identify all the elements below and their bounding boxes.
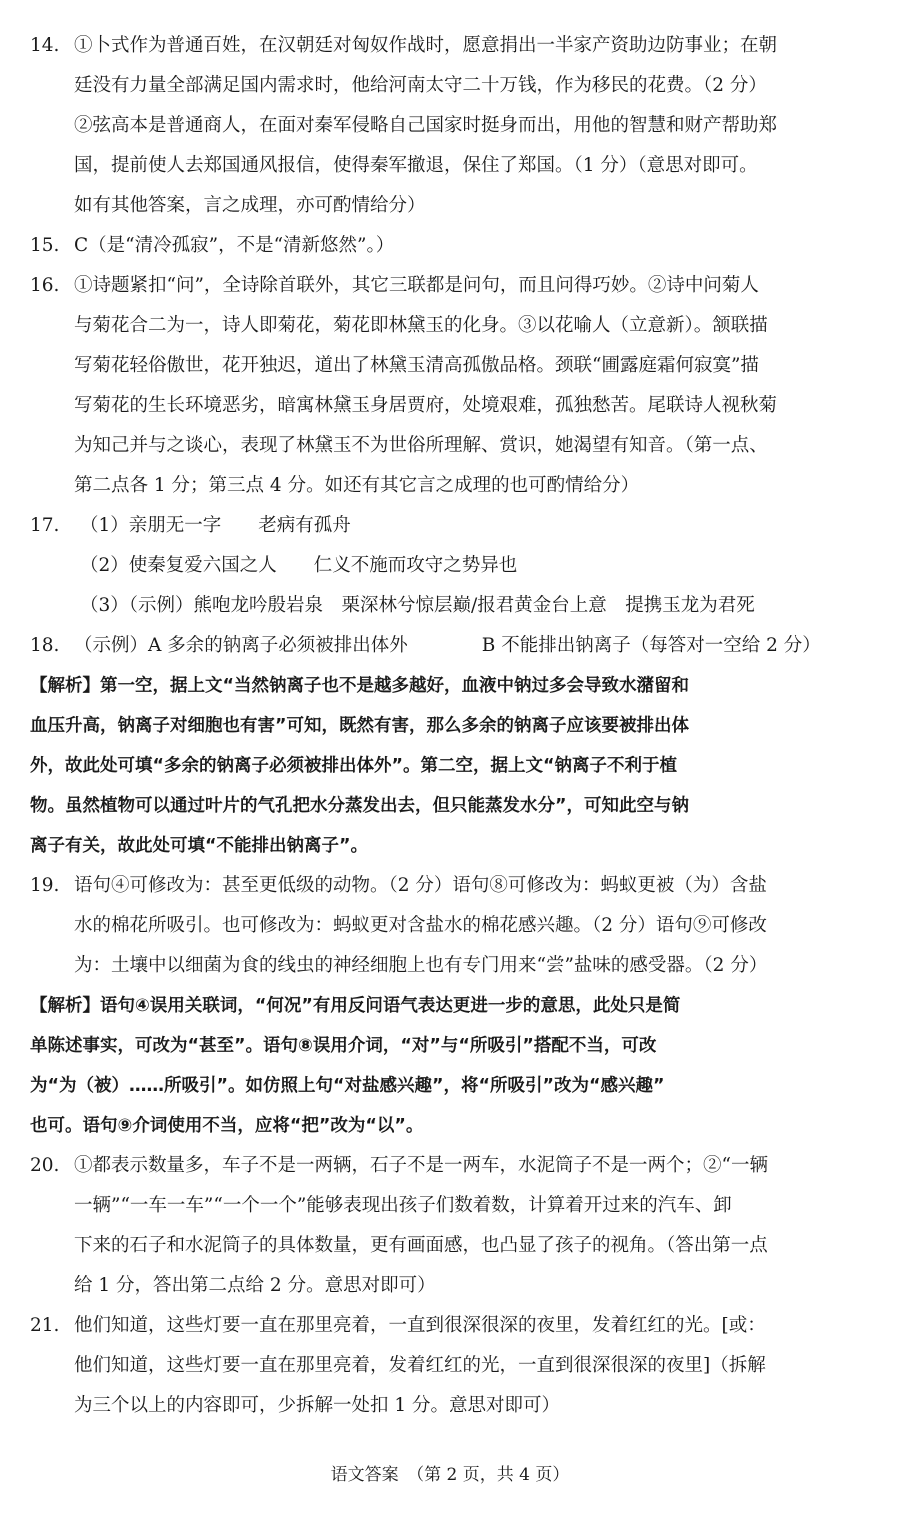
question-number: 17. <box>30 515 60 536</box>
analysis-line: 【解析】语句④误用关联词，“何况”有用反问语气表达更进一步的意思，此处只是简 <box>30 996 681 1016</box>
answer-line: 为：土壤中以细菌为食的线虫的神经细胞上也有专门用来“尝”盐味的感受器。（2 分） <box>74 955 768 976</box>
answer-line: 写菊花轻俗傲世，花开独迟，道出了林黛玉清高孤傲品格。颈联“圃露庭霜何寂寞”描 <box>74 355 759 376</box>
answer-line: 下来的石子和水泥筒子的具体数量，更有画面感，也凸显了孩子的视角。（答出第一点 <box>74 1235 768 1256</box>
answer-line: C（是“清冷孤寂”，不是“清新悠然”。） <box>74 235 395 256</box>
answer-line: 水的棉花所吸引。也可修改为：蚂蚁更对含盐水的棉花感兴趣。（2 分）语句⑨可修改 <box>74 915 767 936</box>
answer-18 <box>30 626 872 866</box>
answer-line: ①诗题紧扣“问”，全诗除首联外，其它三联都是问句，而且问得巧妙。②诗中问菊人 <box>74 275 759 296</box>
question-number: 16. <box>30 275 60 296</box>
analysis-block <box>30 986 872 1146</box>
question-number: 15. <box>30 235 60 256</box>
answer-line: 国，提前使人去郑国通风报信，使得秦军撤退，保住了郑国。（1 分）（意思对即可。 <box>74 155 758 176</box>
answer-19 <box>30 866 872 1146</box>
answer-line: ①卜式作为普通百姓，在汉朝廷对匈奴作战时，愿意捐出一半家产资助边防事业；在朝 <box>74 35 778 56</box>
analysis-line: 外，故此处可填“多余的钠离子必须被排出体外”。第二空，据上文“钠离子不利于植 <box>30 756 678 776</box>
analysis-line: 血压升高，钠离子对细胞也有害”可知，既然有害，那么多余的钠离子应该要被排出体 <box>30 716 689 736</box>
analysis-line: 离子有关，故此处可填“不能排出钠离子”。 <box>30 836 369 856</box>
answer-line: 如有其他答案，言之成理，亦可酌情给分） <box>74 195 426 216</box>
answer-line: ②弦高本是普通商人，在面对秦军侵略自己国家时挺身而出，用他的智慧和财产帮助郑 <box>74 115 778 136</box>
analysis-line: 【解析】第一空，据上文“当然钠离子也不是越多越好，血液中钠过多会导致水潴留和 <box>30 676 689 696</box>
question-number: 14. <box>30 35 60 56</box>
analysis-line: 为“为（被）……所吸引”。如仿照上句“对盐感兴趣”，将“所吸引”改为“感兴趣” <box>30 1076 665 1096</box>
answer-16 <box>30 266 872 506</box>
sub-answer: （1）亲朋无一字 老病有孤舟 <box>80 515 351 536</box>
question-number: 21. <box>30 1315 60 1336</box>
answer-line: 为三个以上的内容即可，少拆解一处扣 1 分。意思对即可） <box>74 1395 561 1416</box>
answer-document <box>30 26 872 1426</box>
answer-line: 他们知道，这些灯要一直在那里亮着，一直到很深很深的夜里，发着红红的光。[或： <box>74 1315 766 1336</box>
question-number: 19. <box>30 875 60 896</box>
answer-line: 一辆”“一车一车”“一个一个”能够表现出孩子们数着数，计算着开过来的汽车、卸 <box>74 1195 732 1216</box>
analysis-line: 也可。语句⑨介词使用不当，应将“把”改为“以”。 <box>30 1116 424 1136</box>
answer-20 <box>30 1146 872 1306</box>
answer-line: 给 1 分，答出第二点给 2 分。意思对即可） <box>74 1275 436 1296</box>
sub-answer: （3）（示例）熊咆龙吟殷岩泉 栗深林兮惊层巅/报君黄金台上意 提携玉龙为君死 <box>80 595 755 616</box>
answer-21 <box>30 1306 872 1426</box>
page-footer: 语文答案 （第 2 页，共 4 页） <box>330 1465 570 1485</box>
sub-answer: （2）使秦复爱六国之人 仁义不施而攻守之势异也 <box>80 555 518 576</box>
answer-line: ①都表示数量多，车子不是一两辆，石子不是一两车，水泥筒子不是一两个；②“一辆 <box>74 1155 768 1176</box>
answer-17 <box>30 506 872 626</box>
answer-line: 他们知道，这些灯要一直在那里亮着，发着红红的光，一直到很深很深的夜里]（拆解 <box>74 1355 766 1376</box>
answer-line: 语句④可修改为：甚至更低级的动物。（2 分）语句⑧可修改为：蚂蚁更被（为）含盐 <box>74 875 767 896</box>
answer-line: 为知己并与之谈心，表现了林黛玉不为世俗所理解、赏识，她渴望有知音。（第一点、 <box>74 435 768 456</box>
answer-line: 第二点各 1 分；第三点 4 分。如还有其它言之成理的也可酌情给分） <box>74 475 640 496</box>
answer-line: 与菊花合二为一，诗人即菊花，菊花即林黛玉的化身。③以花喻人（立意新）。颔联描 <box>74 315 768 336</box>
analysis-block <box>30 666 872 866</box>
analysis-line: 物。虽然植物可以通过叶片的气孔把水分蒸发出去，但只能蒸发水分”，可知此空与钠 <box>30 796 689 816</box>
answer-15 <box>30 226 872 266</box>
answer-line: （示例）A 多余的钠离子必须被排出体外 B 不能排出钠离子（每答对一空给 2 分） <box>74 635 821 656</box>
question-number: 20. <box>30 1155 60 1176</box>
answer-line: 廷没有力量全部满足国内需求时，他给河南太守二十万钱，作为移民的花费。（2 分） <box>74 75 767 96</box>
answer-14 <box>30 26 872 226</box>
analysis-line: 单陈述事实，可改为“甚至”。语句⑧误用介词，“对”与“所吸引”搭配不当，可改 <box>30 1036 657 1056</box>
question-number: 18. <box>30 635 60 656</box>
answer-line: 写菊花的生长环境恶劣，暗寓林黛玉身居贾府，处境艰难，孤独愁苦。尾联诗人视秋菊 <box>74 395 778 416</box>
